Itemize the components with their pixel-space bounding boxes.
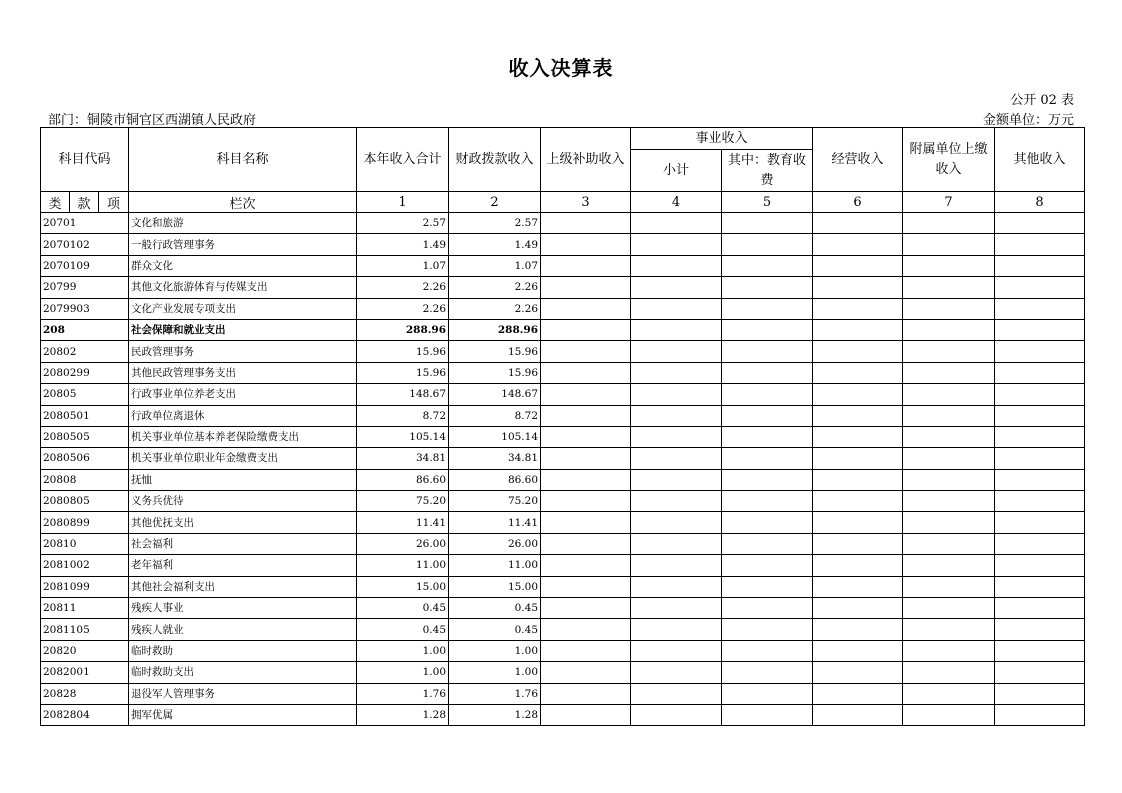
page-title: 收入决算表 [508, 56, 614, 80]
row-superior [541, 469, 631, 490]
row-operating [813, 598, 903, 619]
row-affiliated [903, 448, 995, 469]
row-fiscal: 8.72 [449, 405, 541, 426]
row-business-subtotal [631, 319, 722, 340]
row-total: 1.28 [357, 704, 449, 725]
row-superior [541, 512, 631, 533]
row-name: 社会福利 [129, 533, 357, 554]
row-business-subtotal [631, 704, 722, 725]
row-education [722, 448, 813, 469]
row-fiscal: 34.81 [449, 448, 541, 469]
row-name: 行政事业单位养老支出 [129, 384, 357, 405]
header-operating: 经营收入 [813, 128, 903, 192]
row-affiliated [903, 576, 995, 597]
row-superior [541, 683, 631, 704]
row-fiscal: 105.14 [449, 426, 541, 447]
row-total: 26.00 [357, 533, 449, 554]
row-other [995, 277, 1085, 298]
row-business-subtotal [631, 598, 722, 619]
row-superior [541, 448, 631, 469]
row-fiscal: 15.96 [449, 341, 541, 362]
row-code: 20811 [41, 598, 129, 619]
table-row [41, 662, 1085, 683]
row-affiliated [903, 426, 995, 447]
row-operating [813, 213, 903, 234]
table-row [41, 533, 1085, 554]
row-fiscal: 2.57 [449, 213, 541, 234]
row-name: 其他社会福利支出 [129, 576, 357, 597]
row-code: 2080506 [41, 448, 129, 469]
row-business-subtotal [631, 683, 722, 704]
column-number-4: 4 [631, 192, 722, 213]
header-business: 事业收入 [631, 128, 813, 150]
row-business-subtotal [631, 448, 722, 469]
header-subtotal: 小计 [631, 150, 722, 192]
header-other: 其他收入 [995, 128, 1085, 192]
row-fiscal: 86.60 [449, 469, 541, 490]
row-total: 34.81 [357, 448, 449, 469]
row-name: 临时救助 [129, 640, 357, 661]
row-education [722, 341, 813, 362]
table-row [41, 319, 1085, 340]
row-affiliated [903, 491, 995, 512]
row-operating [813, 576, 903, 597]
row-name: 义务兵优待 [129, 491, 357, 512]
row-name: 老年福利 [129, 555, 357, 576]
row-code: 20808 [41, 469, 129, 490]
row-operating [813, 298, 903, 319]
row-fiscal: 2.26 [449, 298, 541, 319]
row-business-subtotal [631, 234, 722, 255]
row-operating [813, 555, 903, 576]
row-operating [813, 384, 903, 405]
row-affiliated [903, 619, 995, 640]
row-education [722, 362, 813, 383]
column-number-1: 1 [357, 192, 449, 213]
unit-label: 金额单位：万元 [982, 113, 1074, 128]
table-row [41, 555, 1085, 576]
table-row [41, 704, 1085, 725]
table-row [41, 640, 1085, 661]
row-name: 文化产业发展专项支出 [129, 298, 357, 319]
row-code: 2082001 [41, 662, 129, 683]
row-other [995, 662, 1085, 683]
column-number-7: 7 [903, 192, 995, 213]
row-other [995, 598, 1085, 619]
row-superior [541, 426, 631, 447]
row-operating [813, 491, 903, 512]
header-lanci: 栏次 [129, 192, 357, 213]
row-operating [813, 277, 903, 298]
row-superior [541, 704, 631, 725]
row-affiliated [903, 512, 995, 533]
row-operating [813, 234, 903, 255]
row-superior [541, 619, 631, 640]
row-superior [541, 555, 631, 576]
row-fiscal: 11.00 [449, 555, 541, 576]
row-other [995, 448, 1085, 469]
row-education [722, 298, 813, 319]
row-operating [813, 533, 903, 554]
row-operating [813, 704, 903, 725]
row-code: 20802 [41, 341, 129, 362]
table-row [41, 491, 1085, 512]
row-code: 20701 [41, 213, 129, 234]
row-operating [813, 640, 903, 661]
row-name: 机关事业单位职业年金缴费支出 [129, 448, 357, 469]
header-total: 本年收入合计 [357, 128, 449, 192]
table-row [41, 255, 1085, 276]
row-other [995, 555, 1085, 576]
row-total: 86.60 [357, 469, 449, 490]
row-education [722, 512, 813, 533]
row-business-subtotal [631, 555, 722, 576]
table-row [41, 426, 1085, 447]
row-code: 2081099 [41, 576, 129, 597]
row-code: 20820 [41, 640, 129, 661]
row-business-subtotal [631, 426, 722, 447]
row-other [995, 384, 1085, 405]
row-business-subtotal [631, 533, 722, 554]
row-business-subtotal [631, 255, 722, 276]
row-business-subtotal [631, 619, 722, 640]
header-xiang: 项 [99, 192, 129, 213]
header-fiscal: 财政拨款收入 [449, 128, 541, 192]
income-table [40, 127, 1085, 726]
row-fiscal: 0.45 [449, 598, 541, 619]
row-superior [541, 234, 631, 255]
row-business-subtotal [631, 362, 722, 383]
header-name: 科目名称 [129, 128, 357, 192]
row-operating [813, 683, 903, 704]
column-number-2: 2 [449, 192, 541, 213]
row-code: 20810 [41, 533, 129, 554]
row-total: 15.96 [357, 362, 449, 383]
row-other [995, 319, 1085, 340]
row-education [722, 619, 813, 640]
row-fiscal: 1.00 [449, 640, 541, 661]
row-superior [541, 298, 631, 319]
row-operating [813, 426, 903, 447]
form-number: 公开 02 表 [1010, 93, 1074, 108]
row-education [722, 234, 813, 255]
row-total: 11.00 [357, 555, 449, 576]
header-affiliated: 附属单位上缴收入 [903, 128, 995, 192]
row-code: 20828 [41, 683, 129, 704]
row-name: 机关事业单位基本养老保险缴费支出 [129, 426, 357, 447]
row-fiscal: 1.49 [449, 234, 541, 255]
table-row [41, 277, 1085, 298]
row-affiliated [903, 234, 995, 255]
row-superior [541, 341, 631, 362]
row-affiliated [903, 362, 995, 383]
row-total: 2.57 [357, 213, 449, 234]
row-other [995, 491, 1085, 512]
row-name: 其他优抚支出 [129, 512, 357, 533]
row-other [995, 704, 1085, 725]
row-other [995, 255, 1085, 276]
row-other [995, 619, 1085, 640]
row-business-subtotal [631, 341, 722, 362]
row-education [722, 277, 813, 298]
table-row [41, 469, 1085, 490]
row-fiscal: 2.26 [449, 277, 541, 298]
row-other [995, 234, 1085, 255]
row-total: 105.14 [357, 426, 449, 447]
row-superior [541, 384, 631, 405]
row-education [722, 405, 813, 426]
row-business-subtotal [631, 384, 722, 405]
row-name: 临时救助支出 [129, 662, 357, 683]
row-code: 2070109 [41, 255, 129, 276]
row-code: 2080505 [41, 426, 129, 447]
row-education [722, 683, 813, 704]
column-number-8: 8 [995, 192, 1085, 213]
row-fiscal: 148.67 [449, 384, 541, 405]
row-code: 2079903 [41, 298, 129, 319]
row-superior [541, 640, 631, 661]
row-operating [813, 469, 903, 490]
row-affiliated [903, 298, 995, 319]
table-row [41, 384, 1085, 405]
row-business-subtotal [631, 512, 722, 533]
table-row [41, 362, 1085, 383]
row-fiscal: 26.00 [449, 533, 541, 554]
row-business-subtotal [631, 491, 722, 512]
row-affiliated [903, 662, 995, 683]
table-row [41, 683, 1085, 704]
row-total: 8.72 [357, 405, 449, 426]
row-other [995, 298, 1085, 319]
row-name: 抚恤 [129, 469, 357, 490]
row-other [995, 213, 1085, 234]
row-superior [541, 213, 631, 234]
row-total: 75.20 [357, 491, 449, 512]
row-superior [541, 405, 631, 426]
row-education [722, 576, 813, 597]
row-education [722, 598, 813, 619]
row-total: 1.49 [357, 234, 449, 255]
row-education [722, 704, 813, 725]
header-lei: 类 [41, 192, 70, 213]
row-education [722, 533, 813, 554]
row-education [722, 555, 813, 576]
header-code: 科目代码 [41, 128, 129, 192]
row-total: 0.45 [357, 598, 449, 619]
row-code: 2080899 [41, 512, 129, 533]
row-fiscal: 15.00 [449, 576, 541, 597]
table-row [41, 405, 1085, 426]
row-education [722, 213, 813, 234]
row-name: 其他民政管理事务支出 [129, 362, 357, 383]
row-fiscal: 11.41 [449, 512, 541, 533]
row-education [722, 640, 813, 661]
row-affiliated [903, 213, 995, 234]
row-total: 11.41 [357, 512, 449, 533]
row-superior [541, 319, 631, 340]
row-education [722, 319, 813, 340]
row-affiliated [903, 384, 995, 405]
row-operating [813, 448, 903, 469]
row-superior [541, 362, 631, 383]
row-fiscal: 75.20 [449, 491, 541, 512]
row-education [722, 469, 813, 490]
header-superior: 上级补助收入 [541, 128, 631, 192]
row-total: 0.45 [357, 619, 449, 640]
table-row [41, 598, 1085, 619]
row-total: 2.26 [357, 277, 449, 298]
row-name: 群众文化 [129, 255, 357, 276]
table-row [41, 448, 1085, 469]
row-affiliated [903, 255, 995, 276]
row-education [722, 662, 813, 683]
row-affiliated [903, 341, 995, 362]
row-education [722, 426, 813, 447]
row-affiliated [903, 683, 995, 704]
row-total: 15.00 [357, 576, 449, 597]
row-fiscal: 1.07 [449, 255, 541, 276]
department-label: 部门：铜陵市铜官区西湖镇人民政府 [48, 113, 257, 128]
row-other [995, 683, 1085, 704]
table-row [41, 213, 1085, 234]
row-education [722, 491, 813, 512]
row-code: 2080299 [41, 362, 129, 383]
row-affiliated [903, 319, 995, 340]
row-code: 2081105 [41, 619, 129, 640]
row-other [995, 341, 1085, 362]
row-fiscal: 15.96 [449, 362, 541, 383]
row-fiscal: 288.96 [449, 319, 541, 340]
row-other [995, 426, 1085, 447]
row-fiscal: 1.00 [449, 662, 541, 683]
row-affiliated [903, 277, 995, 298]
table-row [41, 576, 1085, 597]
table-row [41, 341, 1085, 362]
row-other [995, 512, 1085, 533]
row-fiscal: 0.45 [449, 619, 541, 640]
row-education [722, 255, 813, 276]
row-affiliated [903, 704, 995, 725]
row-other [995, 640, 1085, 661]
header-kuan: 款 [70, 192, 99, 213]
table-row [41, 234, 1085, 255]
column-number-3: 3 [541, 192, 631, 213]
row-name: 行政单位离退休 [129, 405, 357, 426]
row-code: 20805 [41, 384, 129, 405]
row-operating [813, 662, 903, 683]
table-row [41, 298, 1085, 319]
row-business-subtotal [631, 213, 722, 234]
row-total: 288.96 [357, 319, 449, 340]
row-total: 148.67 [357, 384, 449, 405]
row-affiliated [903, 555, 995, 576]
row-other [995, 405, 1085, 426]
row-total: 15.96 [357, 341, 449, 362]
row-fiscal: 1.28 [449, 704, 541, 725]
row-business-subtotal [631, 405, 722, 426]
row-other [995, 362, 1085, 383]
row-name: 退役军人管理事务 [129, 683, 357, 704]
row-code: 2070102 [41, 234, 129, 255]
row-affiliated [903, 533, 995, 554]
row-operating [813, 405, 903, 426]
row-superior [541, 533, 631, 554]
row-operating [813, 362, 903, 383]
row-name: 文化和旅游 [129, 213, 357, 234]
row-superior [541, 576, 631, 597]
row-code: 2081002 [41, 555, 129, 576]
row-business-subtotal [631, 469, 722, 490]
table-row [41, 619, 1085, 640]
row-affiliated [903, 405, 995, 426]
row-business-subtotal [631, 662, 722, 683]
header-education: 其中：教育收费 [722, 150, 813, 192]
row-name: 其他文化旅游体育与传媒支出 [129, 277, 357, 298]
column-number-5: 5 [722, 192, 813, 213]
row-total: 1.76 [357, 683, 449, 704]
row-code: 208 [41, 319, 129, 340]
row-name: 残疾人事业 [129, 598, 357, 619]
row-operating [813, 512, 903, 533]
row-affiliated [903, 598, 995, 619]
row-operating [813, 319, 903, 340]
row-affiliated [903, 469, 995, 490]
row-code: 2080805 [41, 491, 129, 512]
row-business-subtotal [631, 640, 722, 661]
row-total: 1.00 [357, 640, 449, 661]
row-superior [541, 277, 631, 298]
row-superior [541, 662, 631, 683]
row-superior [541, 255, 631, 276]
row-code: 20799 [41, 277, 129, 298]
row-name: 拥军优属 [129, 704, 357, 725]
row-code: 2082804 [41, 704, 129, 725]
row-business-subtotal [631, 298, 722, 319]
row-name: 社会保障和就业支出 [129, 319, 357, 340]
row-education [722, 384, 813, 405]
row-operating [813, 255, 903, 276]
row-total: 2.26 [357, 298, 449, 319]
row-other [995, 533, 1085, 554]
row-name: 一般行政管理事务 [129, 234, 357, 255]
row-superior [541, 491, 631, 512]
row-total: 1.07 [357, 255, 449, 276]
row-name: 民政管理事务 [129, 341, 357, 362]
row-business-subtotal [631, 277, 722, 298]
row-superior [541, 598, 631, 619]
row-business-subtotal [631, 576, 722, 597]
row-operating [813, 619, 903, 640]
row-other [995, 576, 1085, 597]
row-fiscal: 1.76 [449, 683, 541, 704]
row-total: 1.00 [357, 662, 449, 683]
table-row [41, 512, 1085, 533]
row-other [995, 469, 1085, 490]
column-number-6: 6 [813, 192, 903, 213]
row-name: 残疾人就业 [129, 619, 357, 640]
row-affiliated [903, 640, 995, 661]
row-code: 2080501 [41, 405, 129, 426]
row-operating [813, 341, 903, 362]
